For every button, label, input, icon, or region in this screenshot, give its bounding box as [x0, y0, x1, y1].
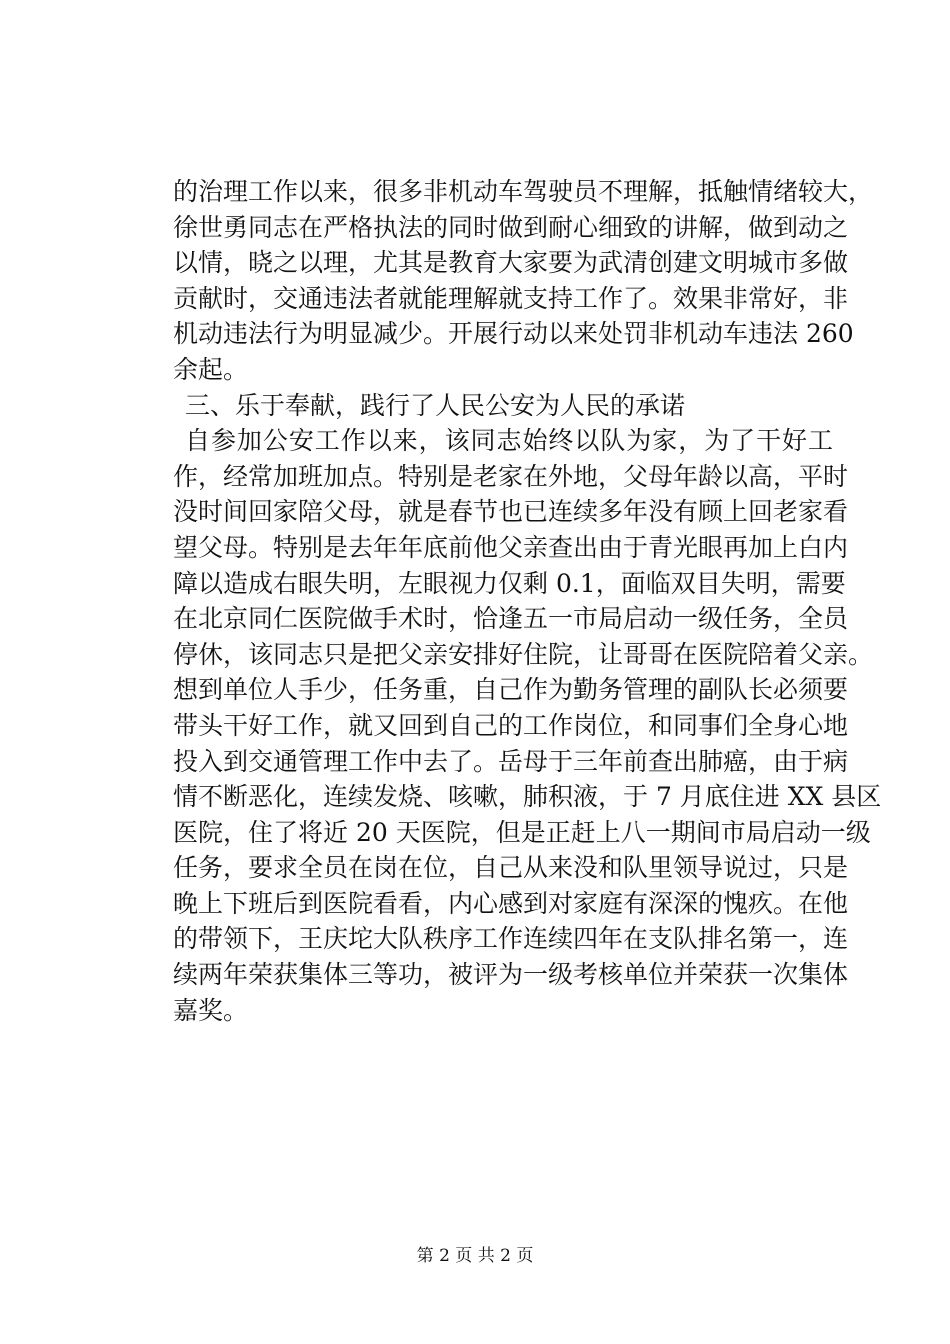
- text-line: 的带领下，王庆坨大队秩序工作连续四年在支队排名第一，连: [173, 924, 849, 954]
- text-line: 续两年荣获集体三等功，被评为一级考核单位并荣获一次集体: [173, 960, 849, 990]
- text-line: 在北京同仁医院做手术时，恰逢五一市局启动一级任务，全员: [173, 604, 849, 634]
- page-number-footer: 第 2 页 共 2 页: [416, 1246, 534, 1266]
- text-line: 嘉奖。: [173, 995, 249, 1025]
- text-line: 医院，住了将近 20 天医院，但是正赶上八一期间市局启动一级: [173, 817, 871, 847]
- text-line: 投入到交通管理工作中去了。岳母于三年前查出肺癌，由于病: [173, 746, 849, 776]
- text-line: 以情，晓之以理，尤其是教育大家要为武清创建文明城市多做: [173, 248, 849, 278]
- document-body: [173, 174, 882, 1028]
- text-line: 想到单位人手少，任务重，自己作为勤务管理的副队长必须要: [173, 675, 849, 705]
- text-line: 徐世勇同志在严格执法的同时做到耐心细致的讲解，做到动之: [173, 212, 849, 242]
- section-heading: 三、乐于奉献，践行了人民公安为人民的承诺: [185, 390, 686, 420]
- text-line: 障以造成右眼失明，左眼视力仅剩 0.1，面临双目失明，需要: [173, 568, 846, 598]
- text-line: 望父母。特别是去年年底前他父亲查出由于青光眼再加上白内: [173, 532, 849, 562]
- text-line: 作，经常加班加点。特别是老家在外地，父母年龄以高，平时: [173, 461, 849, 491]
- text-line: 的治理工作以来，很多非机动车驾驶员不理解，抵触情绪较大，: [173, 177, 874, 206]
- text-line: 没时间回家陪父母，就是春节也已连续多年没有顾上回老家看: [173, 497, 849, 527]
- text-line: 余起。: [173, 354, 249, 384]
- text-line: 情不断恶化，连续发烧、咳嗽，肺积液，于 7 月底住进 XX 县区: [173, 782, 882, 812]
- text-line: 机动违法行为明显减少。开展行动以来处罚非机动车违法 260: [173, 319, 854, 349]
- text-line: 带头干好工作，就又回到自己的工作岗位，和同事们全身心地: [173, 710, 849, 740]
- text-line: 贡献时，交通违法者就能理解就支持工作了。效果非常好，非: [173, 283, 849, 313]
- text-line: 自参加公安工作以来，该同志始终以队为家，为了干好工: [185, 426, 833, 456]
- text-line: 晚上下班后到医院看看，内心感到对家庭有深深的愧疚。在他: [173, 888, 849, 918]
- text-line: 停休，该同志只是把父亲安排好住院，让哥哥在医院陪着父亲。: [173, 639, 874, 669]
- text-line: 任务，要求全员在岗在位，自己从来没和队里领导说过，只是: [173, 853, 849, 883]
